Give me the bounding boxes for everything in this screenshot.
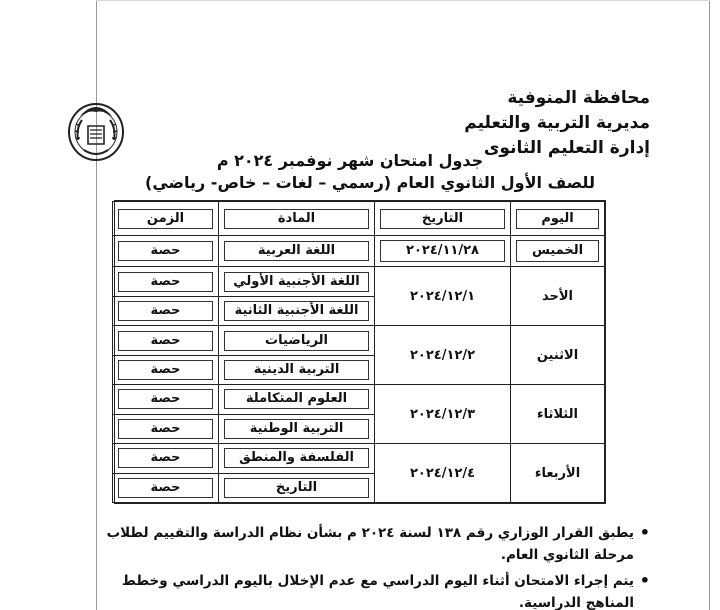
schedule-subtitle: للصف الأول الثانوي العام (رسمي – لغات – خاص- رياضي): [145, 173, 595, 192]
list-item: • يتم إجراء الامتحان أثناء اليوم الدراسي مع عدم الإخلال باليوم الدراسي وخطط المناهج الدراسية.: [90, 570, 650, 610]
day-cell: الأحد: [511, 267, 605, 326]
page-border-top: [96, 0, 710, 1]
subject-cell: اللغة الأجنبية الثانية: [219, 296, 375, 325]
table-row: [113, 267, 605, 296]
period-cell: حصة: [113, 385, 219, 414]
date-cell: ٢٠٢٤/١٢/١: [375, 267, 511, 326]
period-cell: حصة: [113, 355, 219, 384]
table-row: [113, 385, 605, 414]
period-cell: حصة: [113, 473, 219, 502]
subject-cell: العلوم المتكاملة: [219, 385, 375, 414]
day-cell: الأربعاء: [511, 444, 605, 503]
page-border-left: [96, 0, 97, 610]
day-cell: الاثنين: [511, 326, 605, 385]
subject-cell: الفلسفة والمنطق: [219, 444, 375, 473]
directorate-name: مديرية التربية والتعليم: [464, 113, 650, 133]
header-period: الزمن: [113, 202, 219, 236]
subject-cell: التربية الدينية: [219, 355, 375, 384]
period-cell: حصة: [113, 236, 219, 267]
subject-cell: الرياضيات: [219, 326, 375, 355]
subject-cell: التاريخ: [219, 473, 375, 502]
schedule-title: جدول امتحان شهر نوفمبر ٢٠٢٤ م: [216, 151, 484, 170]
day-cell: الثلاثاء: [511, 385, 605, 444]
table-row: [113, 326, 605, 355]
date-cell: ٢٠٢٤/١٢/٢: [375, 326, 511, 385]
ministry-emblem-icon: [66, 96, 126, 162]
subject-cell: اللغة الأجنبية الأولي: [219, 267, 375, 296]
subject-cell: التربية الوطنية: [219, 414, 375, 443]
period-cell: حصة: [113, 444, 219, 473]
period-cell: حصة: [113, 267, 219, 296]
table-header-row: [113, 202, 605, 236]
notes-list: [90, 522, 650, 610]
department-name: إدارة التعليم الثانوى: [483, 138, 650, 158]
governorate-name: محافظة المنوفية: [507, 88, 650, 108]
table-row: [113, 236, 605, 267]
date-cell: ٢٠٢٤/١٢/٤: [375, 444, 511, 503]
header-day: اليوم: [511, 202, 605, 236]
period-cell: حصة: [113, 326, 219, 355]
list-item: • يطبق القرار الوزاري رقم ١٣٨ لسنة ٢٠٢٤ م بشأن نظام الدراسة والتقييم لطلاب مرحلة الثانوي العام.: [90, 522, 650, 566]
period-cell: حصة: [113, 296, 219, 325]
schedule-titles: [120, 150, 595, 194]
date-cell: ٢٠٢٤/١١/٢٨: [375, 236, 511, 267]
exam-schedule-table: [114, 200, 606, 504]
page-border-right: [709, 0, 710, 610]
table-row: [113, 444, 605, 473]
date-cell: ٢٠٢٤/١٢/٣: [375, 385, 511, 444]
day-cell: الخميس: [511, 236, 605, 267]
header-date: التاريخ: [375, 202, 511, 236]
header-subject: المادة: [219, 202, 375, 236]
period-cell: حصة: [113, 414, 219, 443]
subject-cell: اللغة العربية: [219, 236, 375, 267]
